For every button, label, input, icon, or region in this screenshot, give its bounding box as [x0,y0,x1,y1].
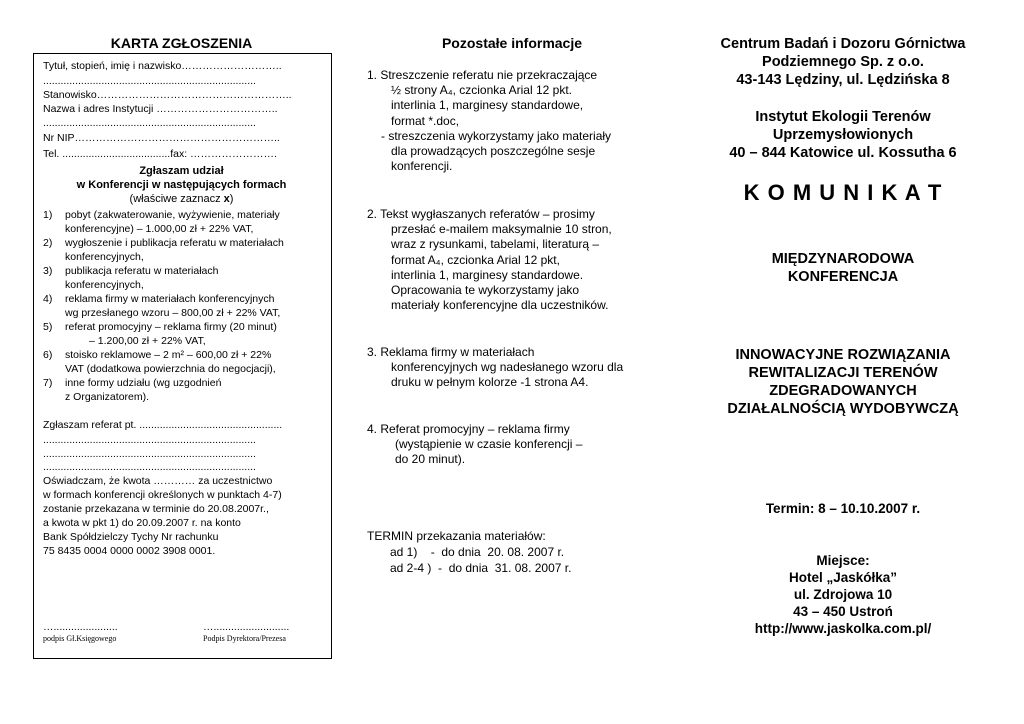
organizer-line: Instytut Ekologii Terenów [755,109,931,125]
info-line: druku w pełnym kolorze -1 strona A4. [391,375,589,390]
signature-label-director: Podpis Dyrektora/Prezesa [203,634,286,643]
paper-title-line[interactable]: ......................................................................... [43,448,256,460]
option-text: wygłoszenie i publikacja referatu w materiałach [65,237,284,249]
option-text: konferencyjne) – 1.000,00 zł + 22% VAT, [65,223,254,235]
info-line: przesłać e-mailem maksymalnie 10 stron, [391,222,612,237]
option-text: konferencyjnych, [65,279,144,291]
option-item[interactable] [43,264,219,291]
info-line: - streszczenia wykorzystamy jako materiały [381,128,612,143]
info-item-promo [367,422,657,468]
declaration-instruction [33,192,330,206]
venue [690,552,996,637]
info-item-paper [367,207,657,313]
option-number: 2) [43,237,53,249]
payment-statement: zostanie przekazana w terminie do 20.08.2007r., [43,503,269,515]
info-line: 2. Tekst wygłaszanych referatów – prosimy [367,207,595,221]
organizer-line: Podziemnego Sp. z o.o. [762,54,924,70]
instruction-close: ) [229,193,234,205]
conference-type-line: MIĘDZYNARODOWA [771,251,915,267]
paper-title-line[interactable]: ......................................................................... [43,434,256,446]
conference-title-line: DZIAŁALNOŚCIĄ WYDOBYWCZĄ [727,401,959,417]
conference-type-line: KONFERENCJA [787,269,899,285]
option-text: inne formy udziału (wg uzgodnień [65,377,222,389]
bank-name: Bank Spółdzielczy Tychy Nr rachunku [43,531,219,543]
organizer-line: 43-143 Lędziny, ul. Lędzińska 8 [736,72,950,88]
option-number: 7) [43,377,53,389]
paper-title-line[interactable]: ......................................................................... [43,461,256,473]
info-line: do 20 minut). [395,452,466,467]
declaration-subheading: w Konferencji w następujących formach [76,179,287,191]
conference-title-line: REWITALIZACJI TERENÓW [748,365,938,381]
conference-title [690,346,996,418]
info-line: materiały konferencyjne dla uczestników. [391,298,609,313]
option-item[interactable] [43,348,276,375]
info-line: dla prowadzących poszczególne sesje [391,144,596,159]
option-number: 1) [43,209,53,221]
payment-statement: w formach konferencji określonych w punktach 4-7) [43,489,282,501]
info-line: interlinia 1, marginesy standardowe. [391,267,584,282]
option-item[interactable] [43,208,280,235]
option-text: reklama firmy w materiałach konferencyjnych [65,293,275,305]
venue-label: Miejsce: [816,553,870,568]
phone-fax-field-line[interactable]: Tel. .....................................fax: ……………………. [43,148,277,160]
info-line: interlinia 1, marginesy standardowe, [391,98,584,113]
signature-line-accountant[interactable]: …...................... [43,621,118,633]
organizer-line: 40 – 844 Katowice ul. Kossutha 6 [729,145,957,161]
info-line: Opracowania te wykorzystamy jako [391,283,580,298]
payment-statement: a kwota w pkt 1) do 20.09.2007 r. na konto [43,517,241,529]
info-title: Pozostałe informacje [441,35,583,51]
paper-title-field[interactable]: Zgłaszam referat pt. ................................................. [43,419,283,431]
venue-street: ul. Zdrojowa 10 [793,587,893,602]
option-item[interactable] [43,236,284,263]
nip-field-line[interactable]: Nr NIP………………………………………………….. [43,132,280,144]
option-item[interactable] [43,376,222,403]
option-text: referat promocyjny – reklama firmy (20 minut) [65,321,277,333]
signature-line-director[interactable]: ….......................... [203,621,290,633]
info-line: 3. Reklama firmy w materiałach [367,345,535,359]
info-item-advert [367,345,657,391]
institution-field-line[interactable]: Nazwa i adres Instytucji …………………………….. [43,103,278,115]
venue-website-link[interactable]: http://www.jaskolka.com.pl/ [754,621,932,636]
conference-title-line: ZDEGRADOWANYCH [769,383,917,399]
bank-account-number: 75 8435 0004 0000 0002 3908 0001. [43,545,216,557]
option-text: – 1.200,00 zł + 22% VAT, [89,335,206,347]
option-number: 4) [43,293,53,305]
payment-statement: Oświadczam, że kwota ………… za uczestnictwo [43,475,273,487]
deadline-item-1: ad 1) - do dnia 20. 08. 2007 r. [390,545,565,559]
announcement-heading: K O M U N I K A T [743,180,943,205]
option-item[interactable] [43,292,281,319]
position-field-line[interactable]: Stanowisko……………………………………………….. [43,89,292,101]
option-number: 5) [43,321,53,333]
info-line: format *.doc, [391,113,460,128]
info-item-abstract [367,68,657,174]
option-text: wg przesłanego wzoru – 800,00 zł + 22% VAT, [65,307,281,319]
organizer-1 [690,35,996,89]
declaration-heading: Zgłaszam udział [139,165,224,177]
info-line: format A₄, czcionka Arial 12 pkt, [391,252,560,267]
option-text: pobyt (zakwaterowanie, wyżywienie, materiały [65,209,280,221]
conference-title-line: INNOWACYJNE ROZWIĄZANIA [735,347,951,363]
name-field-line-2[interactable]: ......................................................................... [43,75,256,87]
option-text: stoisko reklamowe – 2 m² – 600,00 zł + 22% [65,349,272,361]
info-line: 4. Referat promocyjny – reklama firmy [367,422,570,436]
name-field-line[interactable]: Tytuł, stopień, imię i nazwisko……………………….. [43,60,282,72]
deadline-title: TERMIN przekazania materiałów: [367,529,546,543]
venue-city: 43 – 450 Ustroń [793,604,893,619]
option-text: publikacja referatu w materiałach [65,265,219,277]
option-text: VAT (dodatkowa powierzchnia do negocjacji), [65,363,276,375]
option-text: z Organizatorem). [65,391,150,403]
info-line: konferencyjnych wg nadesłanego wzoru dla [391,360,624,375]
info-line: wraz z rysunkami, tabelami, literaturą – [391,237,600,252]
option-item[interactable] [43,320,277,347]
deadline-item-2: ad 2-4 ) - do dnia 31. 08. 2007 r. [390,561,572,575]
info-line: 1. Streszczenie referatu nie przekraczające [367,68,598,82]
organizer-line: Uprzemysłowionych [772,127,914,143]
form-title: KARTA ZGŁOSZENIA [110,35,253,51]
instruction-text: (właściwe zaznacz [129,193,224,205]
option-number: 6) [43,349,53,361]
info-line: ½ strony A₄, czcionka Arial 12 pkt. [391,83,572,98]
venue-hotel: Hotel „Jaskółka” [788,570,898,585]
info-line: (wystąpienie w czasie konferencji – [395,437,583,452]
institution-field-line-2[interactable]: ......................................................................... [43,117,256,129]
organizer-line: Centrum Badań i Dozoru Górnictwa [720,36,966,52]
conference-dates: Termin: 8 – 10.10.2007 r. [765,501,921,516]
conference-type [690,250,996,286]
info-line: konferencji. [391,159,453,174]
signature-label-accountant: podpis Gł.Księgowego [43,634,117,643]
instruction-mark: x [223,193,230,205]
organizer-2 [690,108,996,162]
option-number: 3) [43,265,53,277]
option-text: konferencyjnych, [65,251,144,263]
